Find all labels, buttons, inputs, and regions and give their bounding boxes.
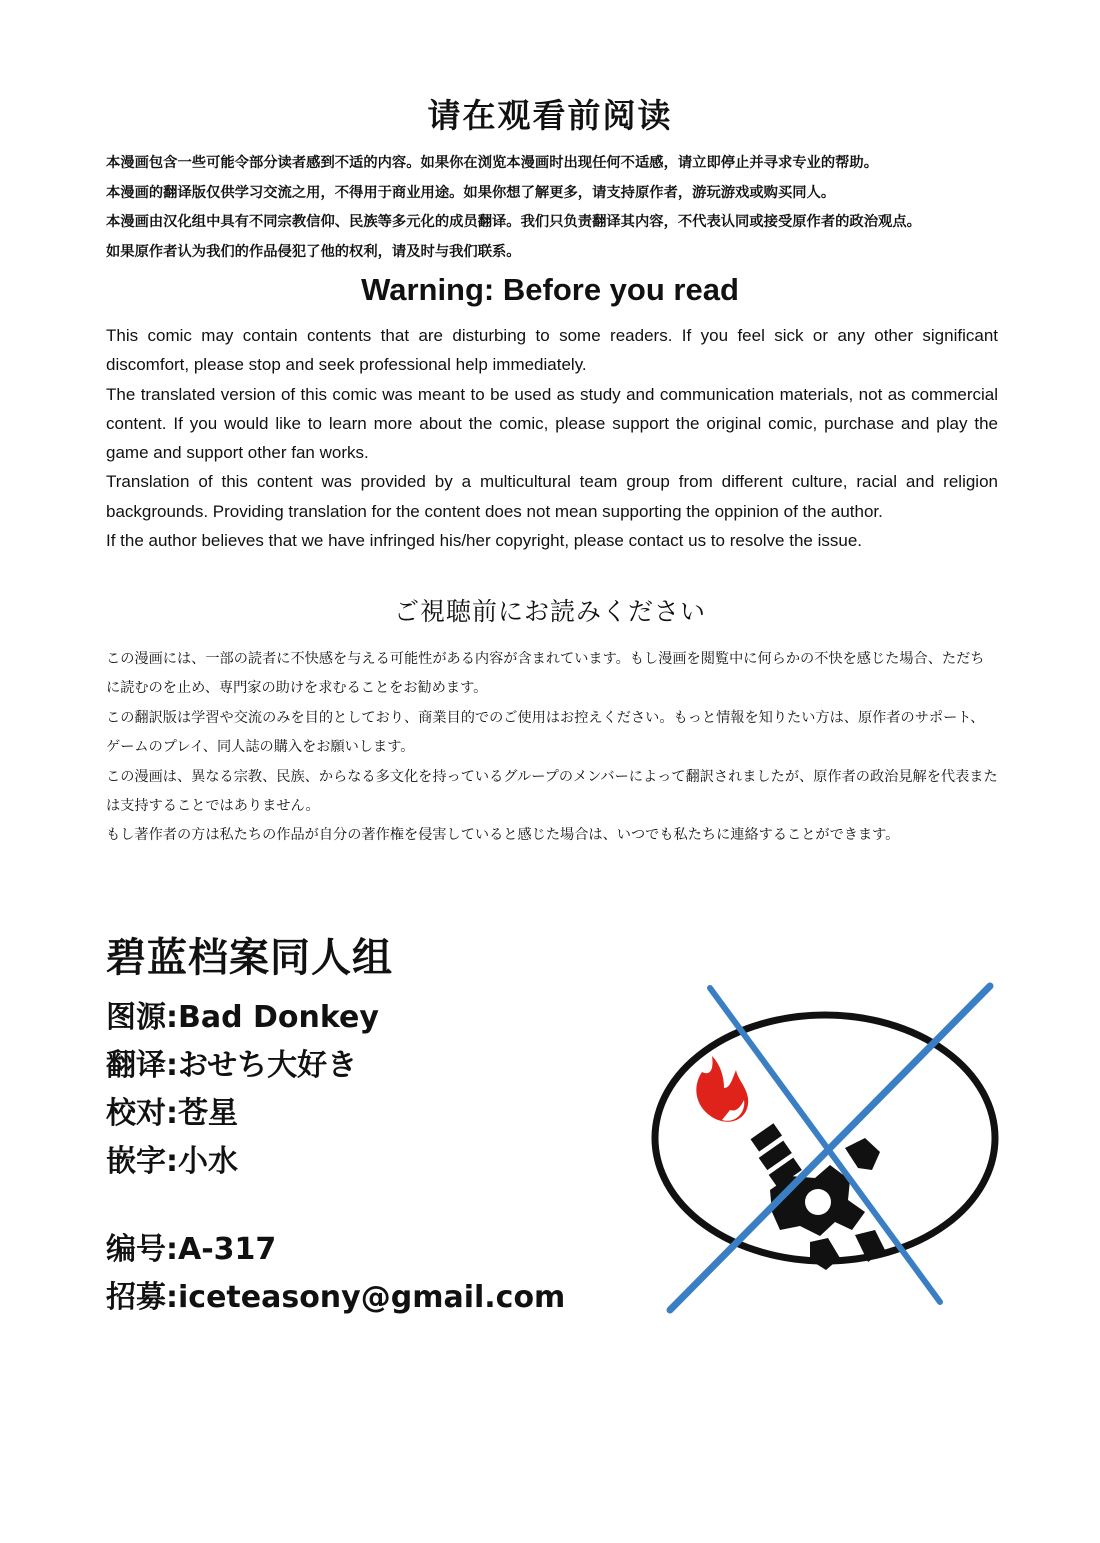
typesetter-credit: 嵌字:小水 xyxy=(106,1144,238,1179)
english-paragraph: This comic may contain contents that are disturbing to some readers. If you feel sick or any other significant discomfort, please stop and seek professional help immediately. xyxy=(106,326,998,375)
japanese-paragraph: もし著作者の方は私たちの作品が自分の著作権を侵害していると感じた場合は、いつでも私たちに連絡することができます。 xyxy=(106,827,900,844)
english-paragraph: The translated version of this comic was meant to be used as study and communication materials, not as commercial content. If you would like to learn more about the comic, please support the original comic, purchase and play the game and support other fan works. xyxy=(106,384,998,463)
japanese-notice-body xyxy=(106,645,998,851)
japanese-paragraph: この漫画には、一部の読者に不快感を与える可能性がある内容が含まれています。もし漫画を閲覧中に何らかの不快を感じた場合、ただちに読むのを止め、専門家の助けを求むることをお勧めます。 xyxy=(106,651,985,697)
chinese-notice-title: 请在观看前阅读 xyxy=(427,96,673,135)
proofreader-credit: 校对:苍星 xyxy=(106,1096,238,1131)
translator-credit: 翻译:おせち大好き xyxy=(106,1048,358,1083)
group-logo-icon xyxy=(640,980,1000,1320)
chinese-notice-body xyxy=(106,149,998,267)
source-credit: 图源:Bad Donkey xyxy=(106,1000,379,1035)
english-paragraph: Translation of this content was provided by a multicultural team group from different culture, racial and religion backgrounds. Providing translation for the content does not mean supporting the oppinion of the author. xyxy=(106,472,998,521)
serial-number: 编号:A-317 xyxy=(106,1232,277,1267)
chinese-paragraph: 本漫画由汉化组中具有不同宗教信仰、民族等多元化的成员翻译。我们只负责翻译其内容，不代表认同或接受原作者的政治观点。 xyxy=(106,214,921,230)
group-name: 碧蓝档案同人组 xyxy=(106,935,393,981)
chinese-paragraph: 本漫画的翻译版仅供学习交流之用，不得用于商业用途。如果你想了解更多，请支持原作者，游玩游戏或购买同人。 xyxy=(106,184,836,201)
credits-block xyxy=(106,928,666,1322)
chinese-paragraph: 本漫画包含一些可能令部分读者感到不适的内容。如果你在浏览本漫画时出现任何不适感，请立即停止并寻求专业的帮助。 xyxy=(106,155,879,171)
english-warning-title: Warning: Before you read xyxy=(361,272,739,307)
spacer xyxy=(106,1186,666,1226)
japanese-paragraph: この漫画は、異なる宗教、民族、からなる多文化を持っているグループのメンバーによって翻訳されましたが、原作者の政治見解を代表または支持することではありません。 xyxy=(106,768,998,815)
recruit-email: 招募:iceteasony@gmail.com xyxy=(106,1280,566,1315)
japanese-notice-title: ご視聴前にお読みください xyxy=(393,597,706,626)
japanese-paragraph: この翻訳版は学習や交流のみを目的としており、商業目的でのご使用はお控えください。もっと情報を知りたい方は、原作者のサポート、ゲームのプレイ、同人誌の購入をお願いします。 xyxy=(106,709,985,756)
flame-icon xyxy=(696,1056,748,1122)
english-paragraph: If the author believes that we have infringed his/her copyright, please contact us to resolve the issue. xyxy=(106,531,862,551)
chinese-paragraph: 如果原作者认为我们的作品侵犯了他的权利，请及时与我们联系。 xyxy=(106,243,521,260)
english-warning-body xyxy=(106,321,998,555)
